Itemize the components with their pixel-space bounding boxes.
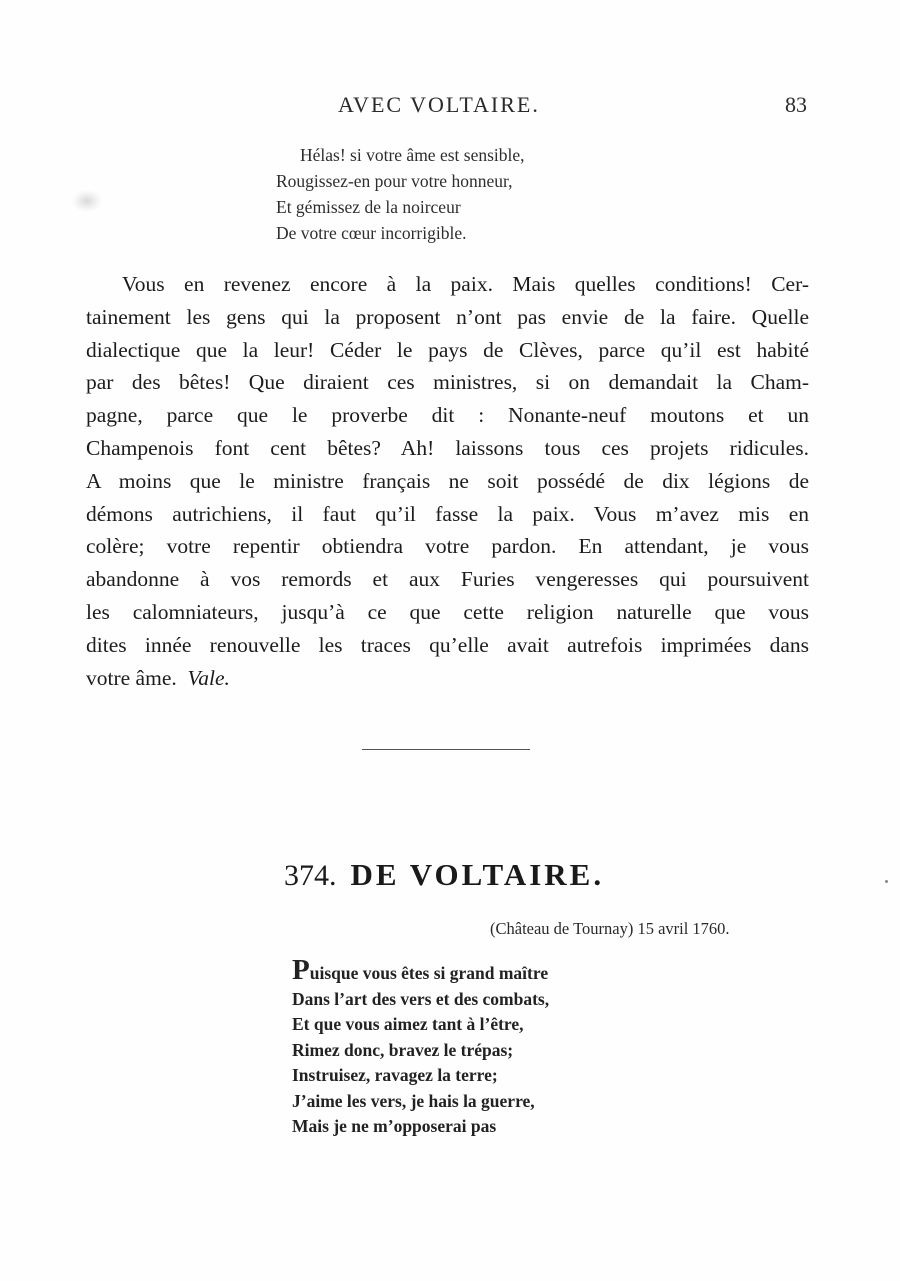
body-last-text: votre âme. — [86, 665, 177, 690]
body-paragraph — [86, 268, 809, 694]
verse-line: Mais je ne m’opposerai pas — [292, 1116, 497, 1136]
body-line: tainement les gens qui la proposent n’ont pas envie de la faire. Quelle — [86, 304, 809, 329]
section-divider — [362, 749, 530, 750]
page-number: 83 — [785, 92, 807, 117]
verse-line: De votre cœur incorrigible. — [276, 223, 467, 243]
body-line: abandonne à vos remords et aux Furies vengeresses qui poursuivent — [86, 567, 809, 592]
letter-title: DE VOLTAIRE. — [350, 857, 605, 892]
verse-line: Et gémissez de la noirceur — [276, 197, 461, 217]
body-line: Champenois font cent bêtes? Ah! laissons tous ces projets ridicules. — [86, 435, 809, 460]
body-line: Vous en revenez encore à la paix. Mais quelles conditions! Cer- — [122, 272, 809, 296]
body-line: A moins que le ministre français ne soit possédé de dix légions de — [86, 468, 809, 493]
verse-line: J’aime les vers, je hais la guerre, — [292, 1090, 535, 1111]
body-line: dites innée renouvelle les traces qu’elle avait autrefois imprimées dans — [86, 632, 809, 657]
verse-line: Dans l’art des vers et des combats, — [292, 988, 550, 1009]
verse-top — [276, 142, 525, 246]
verse-line-first — [292, 954, 549, 987]
ink-smudge — [72, 190, 102, 212]
valediction: Vale. — [187, 665, 230, 690]
body-line-last — [86, 662, 809, 695]
body-line: pagne, parce que le proverbe dit : Nonante-neuf moutons et un — [86, 403, 809, 428]
verse-line: Rougissez-en pour votre honneur, — [276, 171, 513, 191]
letter-heading — [284, 857, 604, 893]
verse-line: Et que vous aimez tant à l’être, — [292, 1014, 524, 1034]
ink-speck — [885, 880, 888, 883]
letter-number: 374. — [284, 859, 337, 892]
running-title: AVEC VOLTAIRE. — [338, 92, 540, 117]
body-line: dialectique que la leur! Céder le pays de Clèves, parce qu’il est habité — [86, 337, 809, 362]
body-line: colère; votre repentir obtiendra votre pardon. En attendant, je vous — [86, 534, 809, 559]
verse-line: Hélas! si votre âme est sensible, — [300, 145, 525, 165]
drop-cap: P — [292, 954, 310, 986]
verse-first-rest: uisque vous êtes si grand maître — [309, 963, 549, 983]
verse-bottom — [292, 954, 550, 1140]
body-line: par des bêtes! Que diraient ces ministres, si on demandait la Cham- — [86, 370, 809, 395]
dateline: (Château de Tournay) 15 avril 1760. — [490, 919, 730, 938]
verse-line: Rimez donc, bravez le trépas; — [292, 1039, 514, 1060]
running-head — [0, 92, 900, 122]
body-line: les calomniateurs, jusqu’à ce que cette religion naturelle que vous — [86, 599, 809, 624]
verse-line: Instruisez, ravagez la terre; — [292, 1065, 498, 1085]
body-line: démons autrichiens, il faut qu’il fasse la paix. Vous m’avez mis en — [86, 501, 809, 526]
